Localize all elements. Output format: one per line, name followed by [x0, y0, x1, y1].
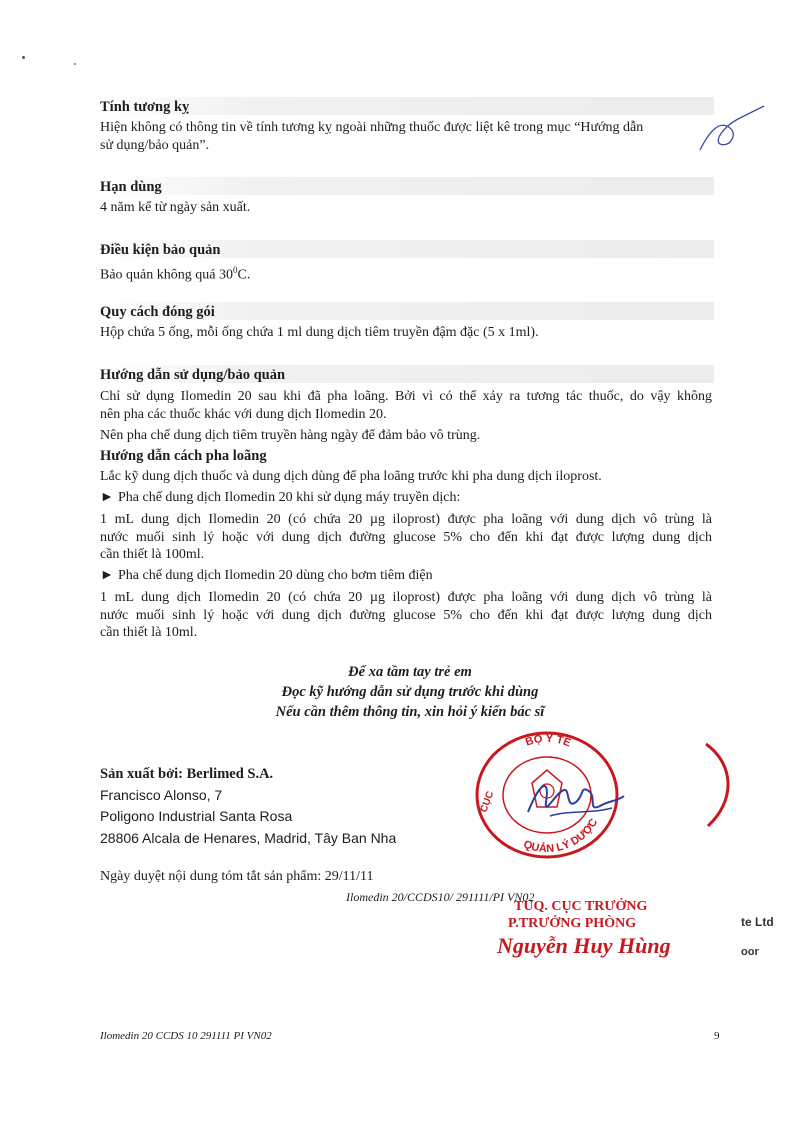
- signature-title-2: P.TRƯỞNG PHÒNG: [508, 916, 637, 931]
- stamp-fragment-right: [700, 740, 740, 830]
- section-heading-storage: Điều kiện bảo quản: [100, 242, 221, 258]
- dilution-bullet-2: [100, 567, 433, 584]
- stamp-left-text: CỤC: [478, 789, 497, 815]
- compat-line-2: sử dụng/bảo quản”.: [100, 138, 210, 153]
- usage-line-3: Nên pha chế dung dịch tiêm truyền hàng ngày để đảm bảo vô trùng.: [100, 428, 481, 443]
- signature-title-1: TUQ. CỤC TRƯỞNG: [514, 899, 648, 914]
- manufacturer-address-3: 28806 Alcala de Henares, Madrid, Tây Ban Nha: [100, 830, 397, 846]
- manufacturer-label: Sản xuất bởi: Berlimed S.A.: [100, 766, 274, 782]
- bullet-1-text: Pha chế dung dịch Ilomedin 20 khi sử dụng máy truyền dịch:: [118, 490, 461, 505]
- bullet-2-text: Pha chế dung dịch Ilomedin 20 dùng cho bơm tiêm điện: [118, 568, 433, 583]
- dilution-p2-line-1: 1 mL dung dịch Ilomedin 20 (có chứa 20 µg iloprost) được pha loãng với dung dịch vô trùng là: [100, 590, 712, 605]
- section-heading-packaging: Quy cách đóng gói: [100, 304, 215, 320]
- manufacturer-address-2: Poligono Industrial Santa Rosa: [100, 808, 293, 824]
- dilution-p1-line-1: 1 mL dung dịch Ilomedin 20 (có chứa 20 µg iloprost) được pha loãng với dung dịch vô trùng là: [100, 512, 712, 527]
- dilution-p1-line-3: cần thiết là 100ml.: [100, 547, 205, 562]
- dilution-p2-line-2: nước muối sinh lý hoặc với dung dịch đường glucose 5% cho đến khi đạt được lượng dung dịch: [100, 608, 712, 623]
- section-heading-shelf-life: Hạn dùng: [100, 179, 162, 195]
- dilution-intro: Lắc kỹ dung dịch thuốc và dung dịch dùng để pha loãng trước khi pha dung dịch iloprost.: [100, 469, 602, 484]
- bullet-triangle-icon: ►: [100, 490, 114, 505]
- storage-text-main: Bảo quản không quá 30: [100, 267, 233, 283]
- stamp-bottom-text: QUẢN LÝ DƯỢC: [521, 816, 601, 856]
- section-heading-usage: Hướng dẫn sử dụng/bảo quản: [100, 367, 286, 383]
- section-heading-compat: Tính tương kỵ: [100, 99, 190, 115]
- signature-name: Nguyễn Huy Hùng: [497, 933, 671, 958]
- manufacturer-address-1: Francisco Alonso, 7: [100, 787, 223, 803]
- usage-line-1: Chỉ sử dụng Ilomedin 20 sau khi đã pha loãng. Bởi vì có thể xảy ra tương tác thuốc, do vậy không: [100, 389, 712, 404]
- warning-keep-away: Để xa tầm tay trẻ em: [348, 664, 472, 680]
- warning-read-instructions: Đọc kỹ hướng dẫn sử dụng trước khi dùng: [281, 684, 539, 700]
- storage-degree: 0: [232, 265, 238, 275]
- scan-speck: [74, 63, 76, 65]
- section-heading-dilution: Hướng dẫn cách pha loãng: [100, 448, 267, 464]
- footer-document-ref: Ilomedin 20 CCDS 10 291111 PI VN02: [100, 1030, 272, 1042]
- approval-date: Ngày duyệt nội dung tóm tắt sản phẩm: 29/11/11: [100, 869, 374, 884]
- compat-line-1: Hiện không có thông tin về tính tương kỵ ngoài những thuốc được liệt kê trong mục “Hướng dẫn: [100, 120, 644, 135]
- shelf-life-text: 4 năm kể từ ngày sản xuất.: [100, 200, 251, 215]
- stamp-top-text: BỘ Y TẾ: [524, 732, 573, 750]
- scan-speck: [22, 56, 25, 59]
- storage-text: [100, 262, 250, 284]
- dilution-p1-line-2: nước muối sinh lý hoặc với dung dịch đường glucose 5% cho đến khi đạt được lượng dung dịch: [100, 530, 712, 545]
- dilution-bullet-1: [100, 489, 460, 506]
- handwritten-signature: [520, 772, 630, 832]
- dilution-p2-line-3: cần thiết là 10ml.: [100, 625, 198, 640]
- approval-reference: Ilomedin 20/CCDS10/ 291111/PI VN02: [346, 890, 535, 904]
- edge-fragment-1: te Ltd: [741, 915, 774, 929]
- packaging-text: Hộp chứa 5 ống, mỗi ống chứa 1 ml dung dịch tiêm truyền đậm đặc (5 x 1ml).: [100, 325, 539, 340]
- usage-line-2: nên pha các thuốc khác với dung dịch Ilomedin 20.: [100, 407, 387, 422]
- section-band: [97, 177, 714, 195]
- pen-mark: [690, 100, 770, 160]
- edge-fragment-2: oor: [741, 946, 759, 958]
- section-band: [97, 97, 714, 115]
- bullet-triangle-icon: ►: [100, 568, 114, 583]
- storage-text-unit: C.: [237, 267, 251, 283]
- warning-ask-doctor: Nếu cần thêm thông tin, xin hỏi ý kiến bác sĩ: [275, 704, 545, 720]
- footer-page-number: 9: [714, 1030, 720, 1042]
